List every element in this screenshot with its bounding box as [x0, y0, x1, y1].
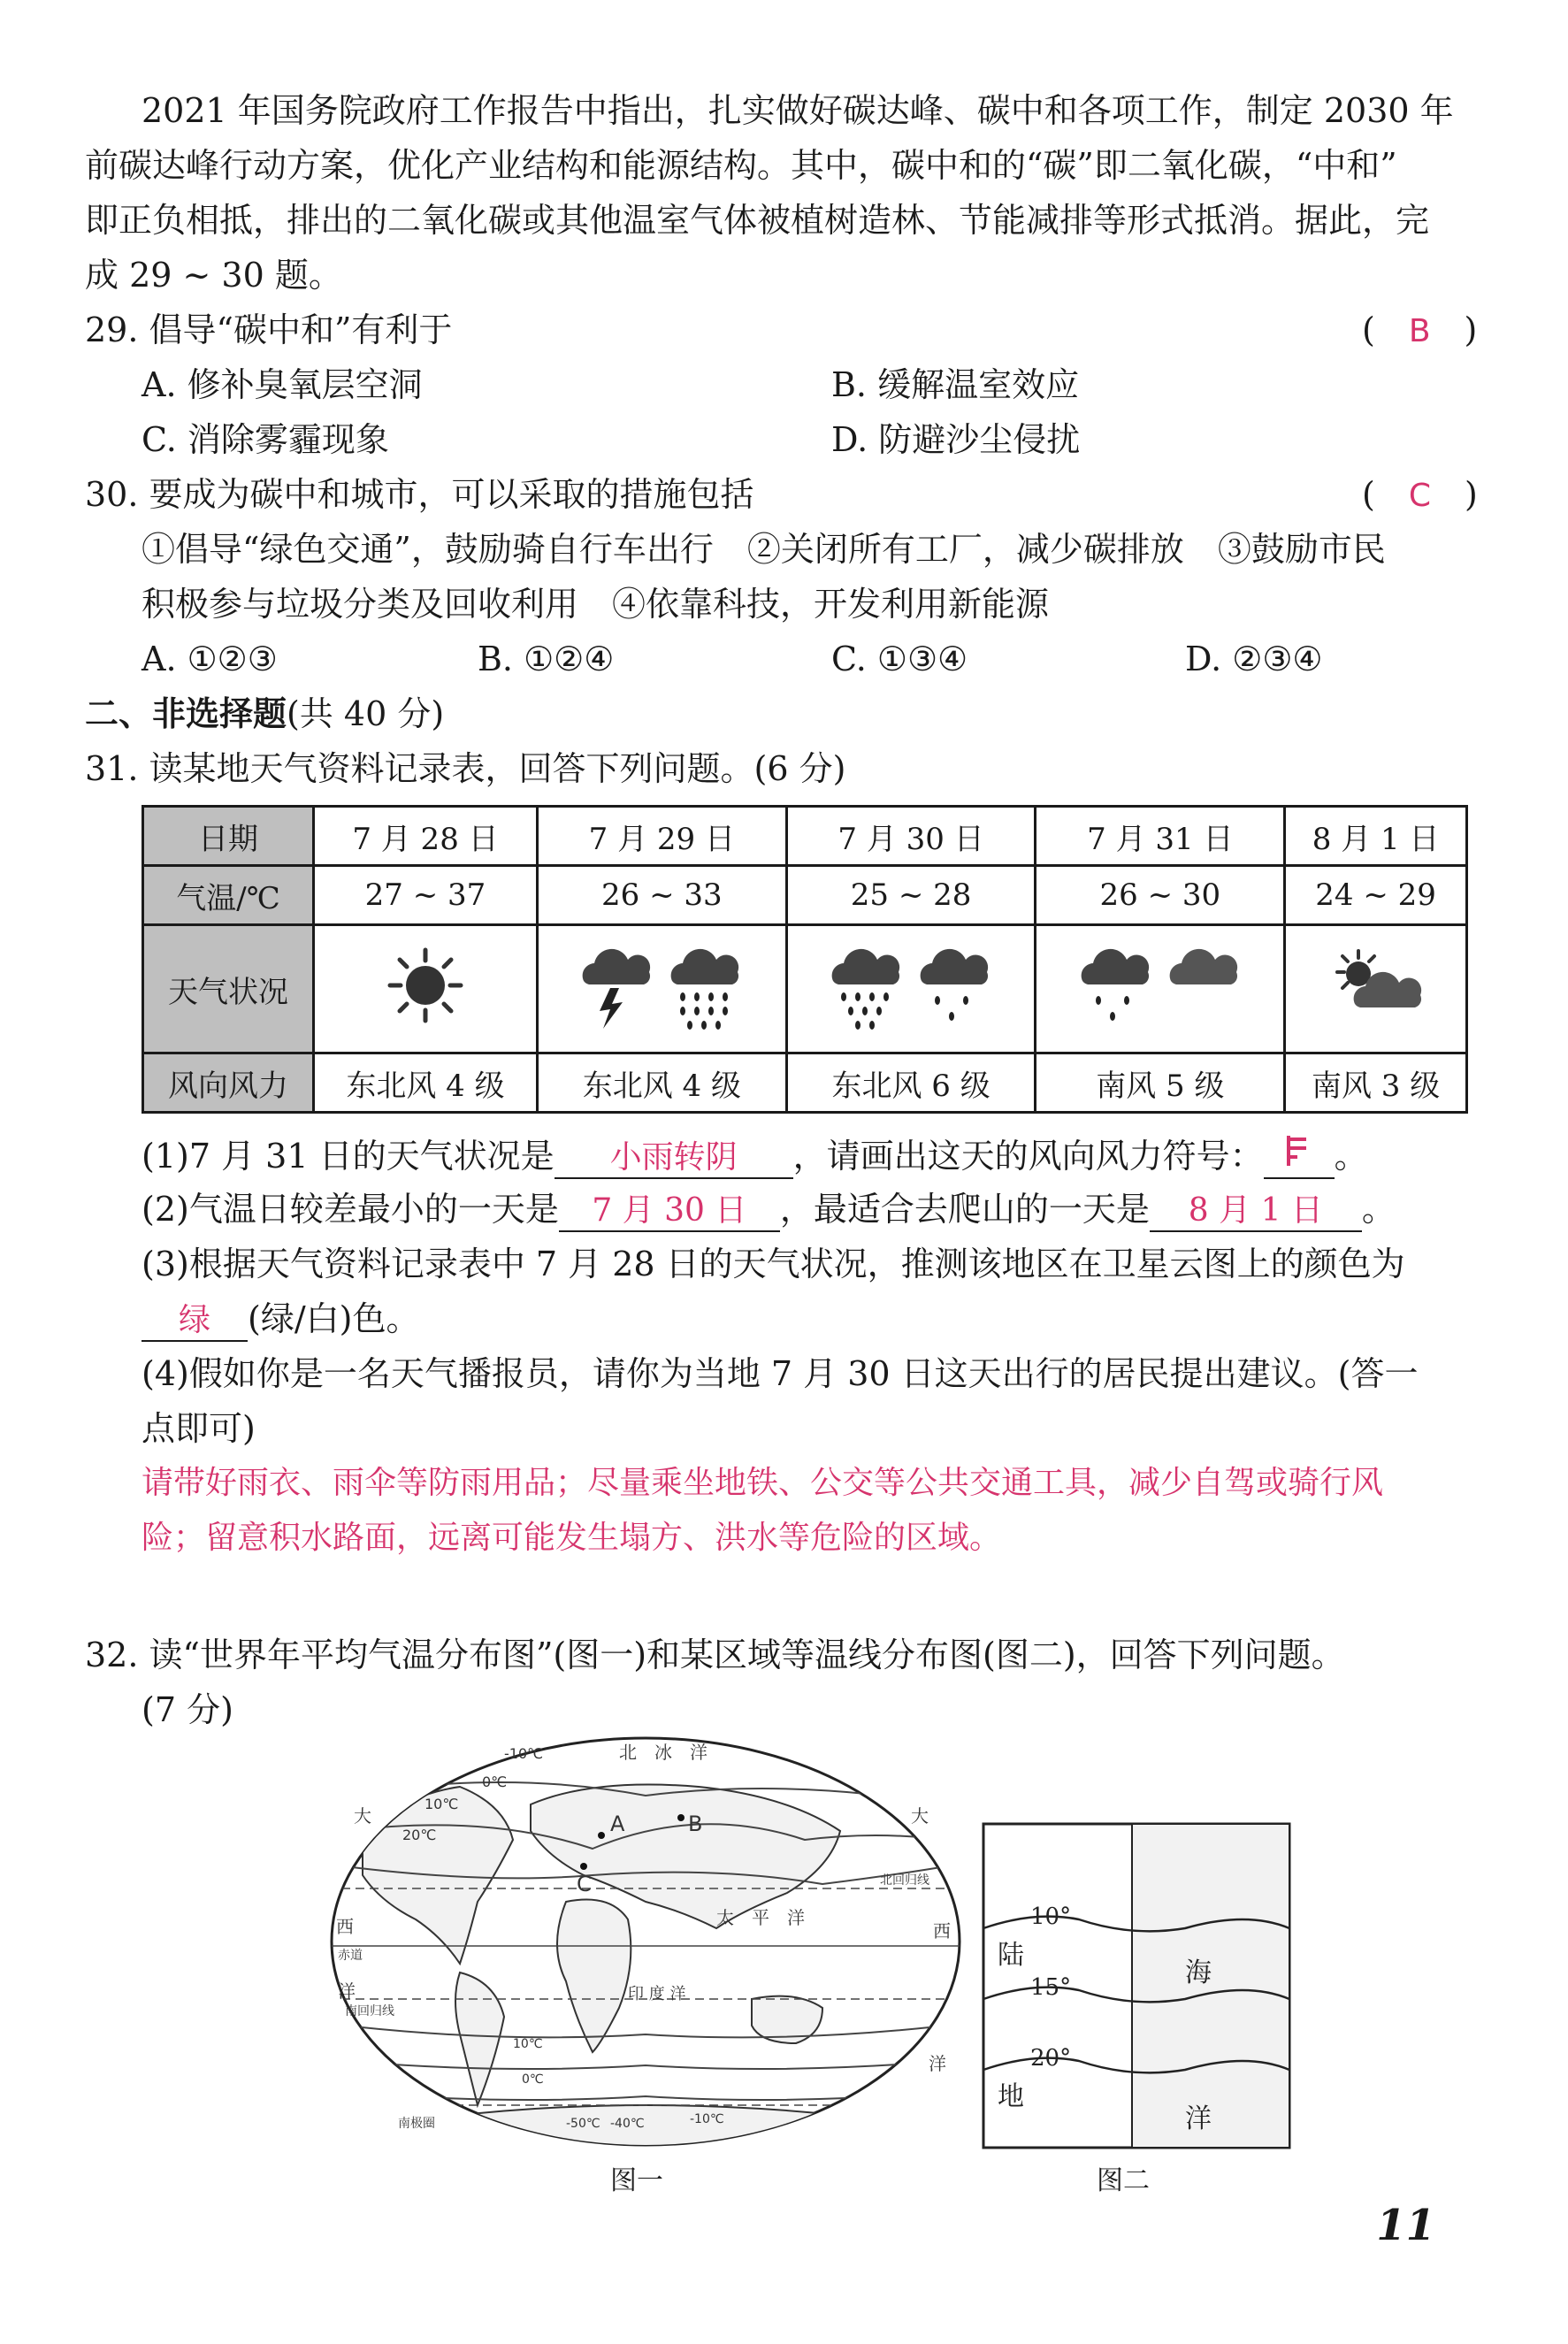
- q31-sub2: [142, 1187, 1396, 1232]
- map-label-yang-left: 洋: [338, 1980, 356, 2002]
- q29-option-c: C. 消除雾霾现象: [142, 420, 389, 459]
- q31-sub1-answer: 小雨转阴: [555, 1138, 793, 1179]
- map-label-tai: 太: [716, 1907, 734, 1928]
- map-label-ping: 平: [752, 1907, 769, 1928]
- sun-icon: [386, 946, 465, 1025]
- q30-stem: 30. 要成为碳中和城市，可以采取的措施包括: [85, 475, 754, 514]
- wind-cell: 东北风 6 级: [786, 1053, 1036, 1113]
- map-iso-minus10-south: -10℃: [690, 2112, 724, 2126]
- q29-answer: B: [1408, 313, 1431, 349]
- wind-cell: 南风 3 级: [1285, 1053, 1467, 1113]
- table-row-temp: [143, 866, 1467, 925]
- map-label-xi-left: 西: [336, 1916, 354, 1937]
- map-label-equator: 赤道: [338, 1949, 363, 1963]
- map-label-ice: 冰: [654, 1742, 672, 1763]
- date-cell: 7 月 31 日: [1036, 807, 1285, 866]
- light-rain-to-cloudy-icon: [1072, 937, 1249, 1034]
- q31-sub2-answer-1: 7 月 30 日: [559, 1191, 780, 1232]
- weather-cell: [314, 925, 538, 1053]
- map-label-antarctic-circle: 南极圈: [398, 2117, 435, 2131]
- map-iso-0: 0℃: [482, 1773, 508, 1790]
- map-label-tropic-cancer: 北回归线: [880, 1873, 929, 1888]
- page-number: 11: [1376, 2201, 1435, 2250]
- map-iso-10-south: 10℃: [513, 2037, 543, 2051]
- world-temperature-map: [327, 1734, 964, 2149]
- q29-option-d: D. 防避沙尘侵扰: [831, 420, 1081, 459]
- q31-sub2-text-c: 。: [1361, 1190, 1396, 1229]
- map-label-b: B: [688, 1812, 703, 1836]
- date-cell: 7 月 28 日: [314, 807, 538, 866]
- q31-sub3-line-2: [142, 1297, 419, 1342]
- map-iso-20: 20℃: [402, 1827, 437, 1843]
- q30-line-2: ①倡导“绿色交通”，鼓励骑自行车出行 ②关闭所有工厂，减少碳排放 ③鼓励市民: [142, 530, 1386, 569]
- q31-sub2-text-a: (2)气温日较差最小的一天是: [142, 1190, 559, 1229]
- map-label-north: 北: [619, 1742, 637, 1763]
- map-label-da-left: 大: [354, 1805, 371, 1827]
- isotherm-label-15: 15°: [1030, 1974, 1072, 2001]
- q31-sub1-text-b: ，请画出这天的风向风力符号：: [792, 1137, 1264, 1176]
- map-label-yang-right: 洋: [929, 2053, 946, 2074]
- map-label-indian-ocean: 印 度 洋: [628, 1985, 686, 2003]
- label-sea-hai: 海: [1185, 1957, 1212, 1988]
- table-row-wind: [143, 1053, 1467, 1113]
- isotherm-label-20: 20°: [1030, 2045, 1072, 2072]
- q31-sub4-line-1: (4)假如你是一名天气播报员，请你为当地 7 月 30 日这天出行的居民提出建议。(答一: [142, 1354, 1419, 1393]
- temp-cell: 27 ~ 37: [314, 866, 538, 925]
- date-cell: 7 月 29 日: [537, 807, 786, 866]
- label-sea-yang: 洋: [1185, 2103, 1212, 2134]
- map-label-ocean: 洋: [690, 1742, 708, 1763]
- row-head-wind: 风向风力: [143, 1053, 314, 1113]
- q31-sub4-answer-2: 险；留意积水路面，远离可能发生塌方、洪水等危险的区域。: [142, 1520, 1002, 1556]
- map-label-yang: 洋: [787, 1907, 805, 1928]
- q30-answer-bracket: ( C ): [1362, 475, 1478, 514]
- table-row-weather: [143, 925, 1467, 1053]
- weather-table: [142, 805, 1468, 1114]
- q31-sub1-text-c: 。: [1334, 1137, 1368, 1176]
- row-head-date: 日期: [143, 807, 314, 866]
- q31-sub3-text-b: (绿/白)色。: [248, 1299, 420, 1338]
- map-iso-minus40: -40℃: [610, 2117, 645, 2131]
- q29-answer-bracket: ( B ): [1362, 310, 1478, 349]
- q31-sub3-line-1: (3)根据天气资料记录表中 7 月 28 日的天气状况，推测该地区在卫星云图上的颜色为: [142, 1245, 1405, 1283]
- map-label-xi-right: 西: [933, 1920, 951, 1942]
- map-label-tropic-capricorn: 南回归线: [345, 2004, 394, 2018]
- weather-cell: [1285, 925, 1467, 1053]
- map-iso-minus10: -10℃: [504, 1745, 544, 1762]
- label-land-di: 地: [998, 2081, 1024, 2112]
- figure-2-caption: 图二: [1097, 2165, 1150, 2196]
- label-land-lu: 陆: [998, 1940, 1024, 1971]
- isotherm-label-10: 10°: [1030, 1904, 1072, 1930]
- q30-line-3: 积极参与垃圾分类及回收利用 ④依靠科技，开发利用新能源: [142, 585, 1050, 624]
- q32-stem-1: 32. 读“世界年平均气温分布图”(图一)和某区域等温线分布图(图二)，回答下列问题。: [85, 1635, 1345, 1674]
- map-label-da-right: 大: [911, 1805, 929, 1827]
- map-iso-10: 10℃: [425, 1796, 459, 1812]
- row-head-weather: 天气状况: [143, 925, 314, 1053]
- wind-cell: 东北风 4 级: [537, 1053, 786, 1113]
- q31-sub4-answer-1: 请带好雨衣、雨伞等防雨用品；尽量乘坐地铁、公交等公共交通工具，减少自驾或骑行风: [142, 1465, 1384, 1501]
- q30-option-c: C. ①③④: [831, 640, 968, 678]
- q31-sub1: [142, 1132, 1368, 1179]
- figure-1-caption: 图一: [610, 2165, 663, 2196]
- temp-cell: 25 ~ 28: [786, 866, 1036, 925]
- section-2-heading: [85, 692, 444, 736]
- q31-sub2-text-b: ，最适合去爬山的一天是: [779, 1190, 1150, 1229]
- weather-cell: [537, 925, 786, 1053]
- thunderstorm-to-rain-icon: [573, 937, 750, 1034]
- table-row-date: [143, 807, 1467, 866]
- intro-line-1: 2021 年国务院政府工作报告中指出，扎实做好碳达峰、碳中和各项工作，制定 2030 年: [142, 91, 1454, 130]
- q30-option-a: A. ①②③: [142, 640, 278, 678]
- map-iso-0-south: 0℃: [522, 2072, 544, 2087]
- section-2-score: (共 40 分): [287, 694, 445, 733]
- section-2-title: 二、非选择题: [85, 694, 287, 733]
- wind-symbol-answer: [1264, 1132, 1335, 1179]
- intro-line-4: 成 29 ~ 30 题。: [85, 256, 342, 295]
- q32-stem-2: (7 分): [142, 1690, 233, 1729]
- isotherm-diagram: [982, 1822, 1291, 2149]
- q31-sub3-answer: 绿: [142, 1301, 248, 1342]
- temp-cell: 24 ~ 29: [1285, 866, 1467, 925]
- date-cell: 7 月 30 日: [786, 807, 1036, 866]
- rain-icon: [822, 937, 999, 1034]
- q29-option-a: A. 修补臭氧层空洞: [142, 365, 423, 404]
- q29-option-b: B. 缓解温室效应: [831, 365, 1080, 404]
- map-label-a: A: [610, 1812, 625, 1836]
- wind-cell: 东北风 4 级: [314, 1053, 538, 1113]
- q29-stem: 29. 倡导“碳中和”有利于: [85, 310, 453, 349]
- intro-line-2: 前碳达峰行动方案，优化产业结构和能源结构。其中，碳中和的“碳”即二氧化碳，“中和”: [85, 146, 1397, 185]
- q30-answer: C: [1408, 478, 1431, 514]
- row-head-temp: 气温/℃: [143, 866, 314, 925]
- intro-line-3: 即正负相抵，排出的二氧化碳或其他温室气体被植树造林、节能减排等形式抵消。据此，完: [85, 201, 1430, 240]
- weather-cell: [786, 925, 1036, 1053]
- temp-cell: 26 ~ 33: [537, 866, 786, 925]
- q31-stem: 31. 读某地天气资料记录表，回答下列问题。(6 分): [85, 749, 846, 788]
- temp-cell: 26 ~ 30: [1036, 866, 1285, 925]
- map-label-c: C: [577, 1872, 592, 1896]
- q31-sub1-text-a: (1)7 月 31 日的天气状况是: [142, 1137, 555, 1176]
- wind-cell: 南风 5 级: [1036, 1053, 1285, 1113]
- partly-cloudy-icon: [1323, 946, 1429, 1025]
- weather-cell: [1036, 925, 1285, 1053]
- date-cell: 8 月 1 日: [1285, 807, 1467, 866]
- q30-option-d: D. ②③④: [1185, 640, 1323, 678]
- map-iso-minus50: -50℃: [566, 2117, 600, 2131]
- q30-option-b: B. ①②④: [478, 640, 615, 678]
- q31-sub2-answer-2: 8 月 1 日: [1150, 1191, 1362, 1232]
- q31-sub4-line-2: 点即可): [142, 1409, 256, 1448]
- wind-flag-symbol-icon: [1281, 1132, 1317, 1168]
